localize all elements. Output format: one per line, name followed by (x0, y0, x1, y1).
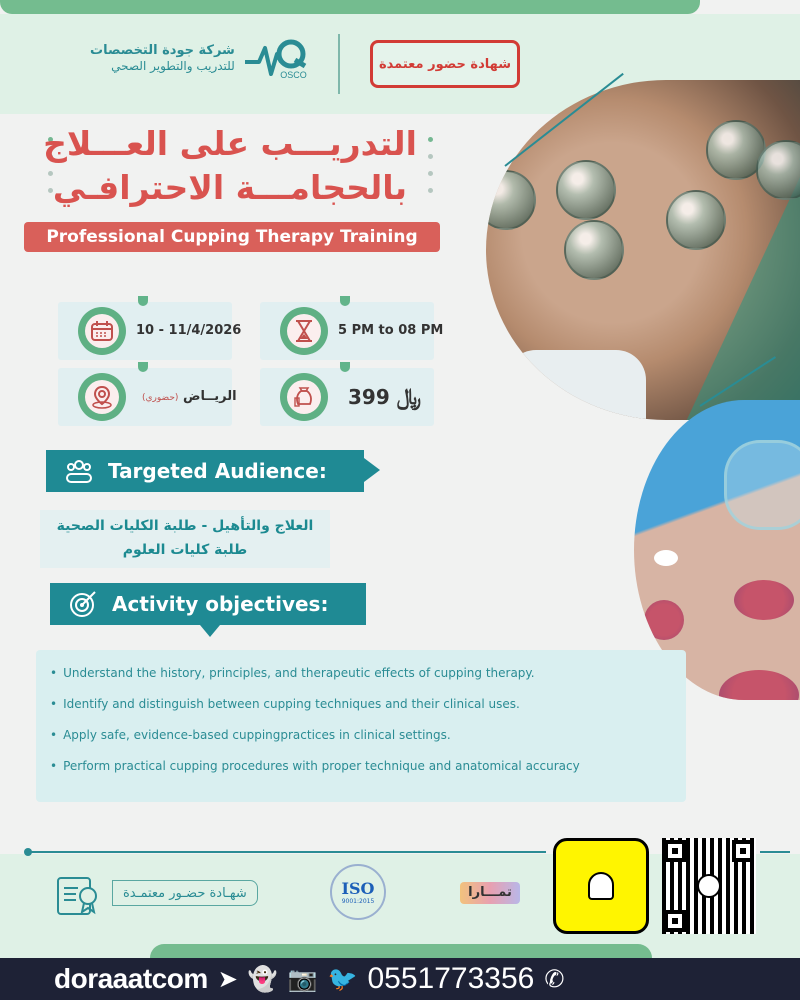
audience-list (40, 510, 330, 568)
objectives-list (36, 650, 686, 802)
phone-number[interactable]: 0551773356 (367, 962, 535, 995)
cup-image (666, 190, 726, 250)
cup-image (486, 170, 536, 230)
tamara-logo: تمـــارا (460, 882, 520, 904)
objective-item: • Identify and distinguish between cupping techniques and their clinical uses. (50, 689, 672, 720)
event-time: 5 PM to 08 PM (338, 323, 444, 338)
riyal-icon: ﷼ (396, 385, 422, 410)
course-title-english: Professional Cupping Therapy Training (24, 222, 440, 252)
telegram-icon[interactable]: ➤ (217, 965, 238, 993)
company-logo (90, 36, 307, 80)
certificate-icon (54, 876, 104, 918)
iso-standard: 9001:2015 (341, 898, 375, 905)
certified-stamp: شهادة حضور معتمدة (370, 40, 520, 88)
instagram-icon[interactable]: 📷 (287, 965, 318, 993)
audience-heading-label: Targeted Audience: (108, 459, 327, 483)
course-title-arabic: التدريـــب على العـــلاج بالحجامـــة الاحترافـي (43, 124, 417, 207)
audience-group-icon (64, 458, 94, 484)
brand-handle[interactable]: doraaatcom (54, 963, 208, 994)
twitter-icon[interactable]: 🐦 (327, 965, 358, 993)
company-name (90, 43, 235, 74)
company-name-line2: للتدريب والتطوير الصحي (111, 58, 235, 73)
iso-label: ISO (341, 879, 375, 898)
top-accent-bar (0, 0, 700, 14)
event-date: 10 - 11/4/2026 (136, 323, 242, 338)
footer-divider (760, 851, 790, 853)
audience-line: العلاج والتأهيل - طلبة الكليات الصحية (56, 518, 314, 534)
location-pin-icon (90, 385, 114, 409)
location-card (58, 368, 237, 426)
snapchat-qr-code[interactable] (553, 838, 649, 934)
event-price: ﷼ 399 (348, 385, 422, 410)
date-card (58, 302, 242, 360)
time-card (260, 302, 444, 360)
certified-attendance-badge: شهـادة حضـور معتمـدة (112, 880, 258, 906)
objective-item: • Understand the history, principles, and therapeutic effects of cupping therapy. (50, 658, 672, 689)
location-mode: (حضوري) (142, 393, 179, 403)
price-card (260, 368, 434, 426)
contact-bar (0, 958, 800, 1000)
cup-image (556, 160, 616, 220)
logo-abbr: OSCO (280, 70, 307, 80)
target-icon (68, 589, 98, 619)
location-city: الريــاض (182, 389, 237, 404)
snapchat-ghost-icon (588, 872, 614, 900)
event-location (142, 368, 237, 426)
activity-objectives-heading (50, 583, 366, 625)
snapchat-icon[interactable]: 👻 (247, 965, 278, 993)
audience-line: طلبة كليات العلوم (122, 542, 248, 558)
calendar-icon (90, 320, 114, 342)
whatsapp-qr-code[interactable] (662, 838, 756, 934)
objective-item: • Apply safe, evidence-based cuppingpractices in clinical settings. (50, 720, 672, 751)
whatsapp-icon (697, 874, 721, 898)
targeted-audience-heading (46, 450, 364, 492)
money-bag-icon (292, 385, 316, 409)
glass-cup-image (724, 440, 800, 530)
footer-divider (26, 851, 546, 853)
whatsapp-icon[interactable]: ✆ (544, 965, 565, 993)
hourglass-icon (294, 319, 314, 343)
decor-dots-right (428, 137, 434, 205)
objective-item: • Perform practical cupping procedures with proper technique and anatomical accuracy (50, 751, 672, 782)
cotton-image (654, 550, 678, 566)
header-divider (338, 34, 340, 94)
iso-logo (330, 864, 386, 920)
osco-logo-icon (245, 36, 307, 80)
cup-image (564, 220, 624, 280)
company-name-line1: شركة جودة التخصصات (90, 42, 235, 58)
objectives-heading-label: Activity objectives: (112, 592, 329, 616)
